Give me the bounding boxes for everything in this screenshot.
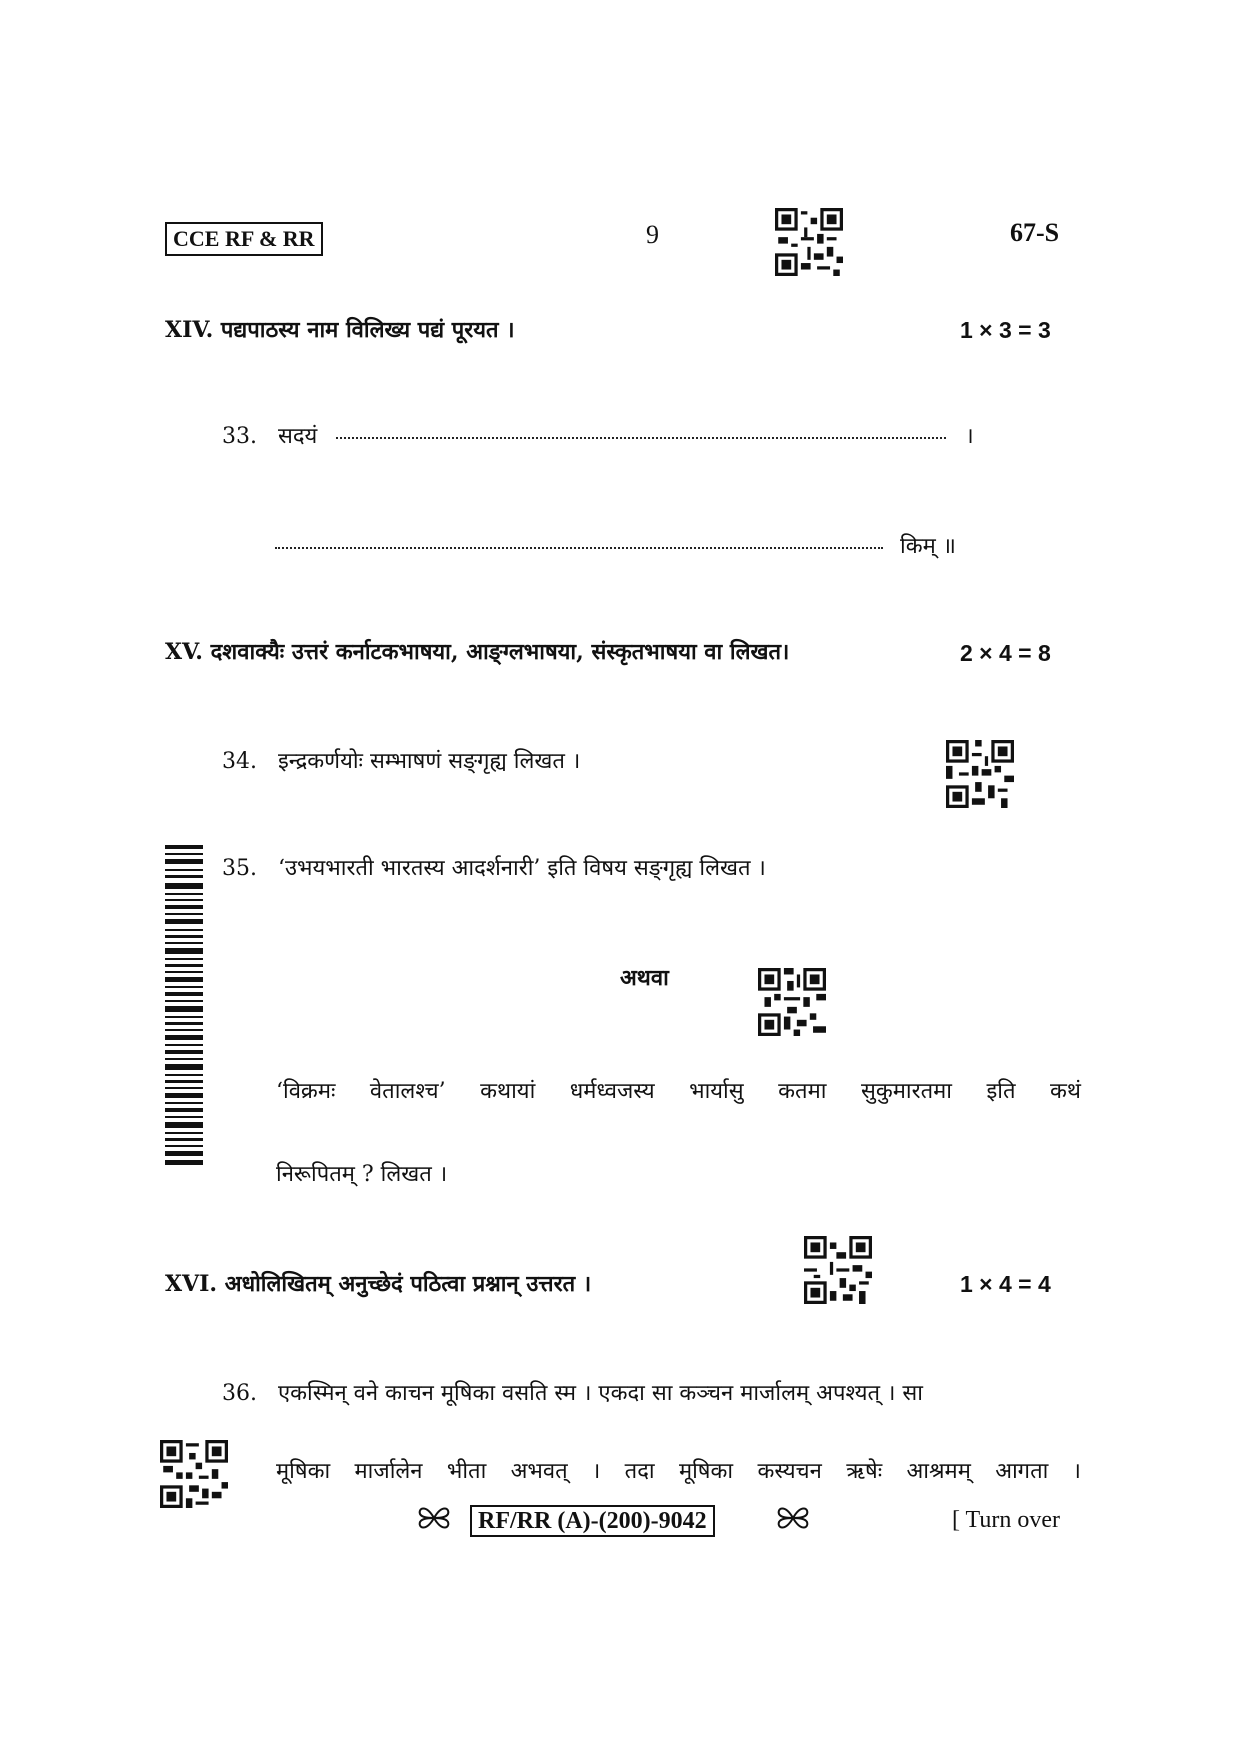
line-end: किम् ॥ bbox=[900, 534, 956, 559]
section-xvi-marks: 1 × 4 = 4 bbox=[960, 1271, 1051, 1297]
line-end: । bbox=[965, 424, 974, 449]
question-text: इन्द्रकर्णयोः सम्भाषणं सङ्गृह्य लिखत । bbox=[278, 749, 581, 774]
question-number: 35. bbox=[222, 856, 257, 881]
question-36-line2: मूषिका मार्जालेन भीता अभवत् । तदा मूषिका कस्यचन ऋषेः आश्रमम् आगता । bbox=[276, 1459, 1081, 1484]
section-label: XVI. bbox=[165, 1271, 218, 1297]
section-xvi-heading bbox=[165, 1268, 591, 1298]
question-number: 33. bbox=[222, 424, 257, 449]
or-label: अथवा bbox=[620, 965, 669, 991]
qr-code-icon bbox=[758, 968, 826, 1036]
question-text: ‘उभयभारती भारतस्य आदर्शनारी’ इति विषय सङ्गृह्य लिखत । bbox=[278, 856, 766, 881]
qr-code-icon bbox=[160, 1440, 228, 1508]
barcode-icon bbox=[165, 845, 203, 1165]
question-35-alt-line2: निरूपितम् ? लिखत । bbox=[276, 1162, 448, 1187]
answer-blank bbox=[275, 546, 883, 549]
question-35-alt-line1: ‘विक्रमः वेतालश्च’ कथायां धर्मध्वजस्य भार्यासु कतमा सुकुमारतमा इति कथं bbox=[276, 1079, 1081, 1104]
passage-line: एकस्मिन् वने काचन मूषिका वसति स्म । एकदा सा कञ्चन मार्जालम् अपश्यत् । सा bbox=[278, 1381, 923, 1406]
answer-blank bbox=[336, 436, 946, 439]
question-number: 36. bbox=[222, 1381, 257, 1406]
qr-code-icon bbox=[804, 1236, 872, 1304]
question-36-line1 bbox=[222, 1377, 1082, 1407]
section-title: पद्यपाठस्य नाम विलिख्य पद्यं पूरयत । bbox=[220, 317, 515, 343]
section-title: अधोलिखितम् अनुच्छेदं पठित्वा प्रश्नान् उत्तरत । bbox=[224, 1271, 592, 1297]
section-xv-heading bbox=[165, 636, 789, 666]
question-number: 34. bbox=[222, 749, 257, 774]
turn-over-note: [ Turn over bbox=[952, 1507, 1061, 1533]
section-xiv-heading bbox=[165, 314, 515, 344]
section-label: XV. bbox=[165, 639, 203, 665]
ornament-icon bbox=[775, 1500, 811, 1536]
section-label: XIV. bbox=[165, 317, 214, 343]
qr-code-icon bbox=[946, 740, 1014, 808]
section-xv-marks: 2 × 4 = 8 bbox=[960, 640, 1051, 666]
question-35 bbox=[222, 852, 766, 882]
question-33-line1 bbox=[222, 420, 982, 450]
qr-code-icon bbox=[775, 208, 843, 276]
paper-code: 67-S bbox=[1010, 218, 1060, 247]
section-xiv-marks: 1 × 3 = 3 bbox=[960, 317, 1051, 343]
series-label: CCE RF & RR bbox=[165, 222, 323, 256]
page-number: 9 bbox=[646, 220, 659, 249]
section-title: दशवाक्यैः उत्तरं कर्नाटकभाषया, आङ्ग्लभाषया, संस्कृतभाषया वा लिखत। bbox=[210, 639, 790, 665]
question-33-line2 bbox=[275, 530, 995, 560]
question-34 bbox=[222, 745, 580, 775]
question-start-word: सदयं bbox=[278, 424, 318, 449]
footer-code: RF/RR (A)-(200)-9042 bbox=[470, 1505, 715, 1537]
ornament-icon bbox=[416, 1500, 452, 1536]
